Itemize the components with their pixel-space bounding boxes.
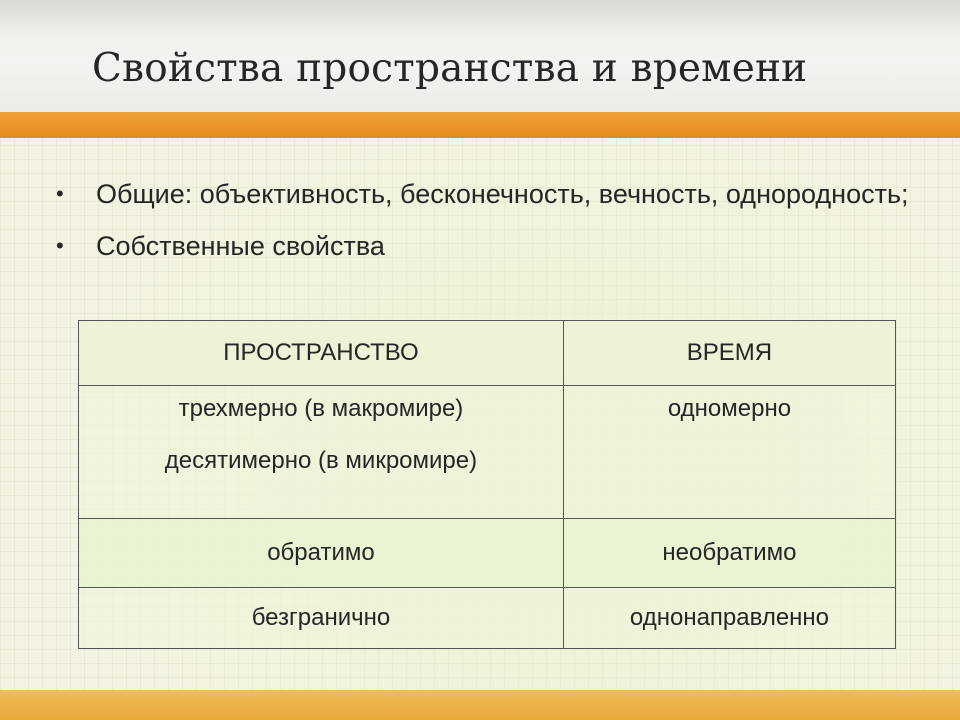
table-cell-space: обратимо bbox=[79, 519, 564, 588]
header-time: ВРЕМЯ bbox=[563, 321, 895, 386]
bullet-marker: • bbox=[56, 181, 64, 206]
header-space: ПРОСТРАНСТВО bbox=[79, 321, 564, 386]
table-cell-time bbox=[563, 386, 895, 519]
slide-title: Свойства пространства и времени bbox=[92, 46, 808, 91]
properties-table bbox=[78, 320, 896, 649]
accent-bar bbox=[0, 112, 960, 138]
bullet-list bbox=[56, 174, 916, 278]
bullet-item-common bbox=[56, 174, 916, 214]
bullet-text-own: Собственные свойства bbox=[96, 231, 385, 261]
table-cell-time: необратимо bbox=[563, 519, 895, 588]
table-row bbox=[79, 519, 896, 588]
cell-text: десятимерно (в микромире) bbox=[164, 447, 478, 474]
title-band bbox=[0, 0, 960, 112]
cell-text: трехмерно (в макромире) bbox=[178, 395, 464, 422]
bullet-text-common: Общие: объективность, бесконечность, вечность, однородность; bbox=[96, 179, 909, 209]
table-cell-space bbox=[79, 386, 564, 519]
table-header-row bbox=[79, 321, 896, 386]
bullet-item-own bbox=[56, 226, 916, 266]
table-row bbox=[79, 588, 896, 649]
table-row bbox=[79, 386, 896, 519]
footer-bar bbox=[0, 690, 960, 720]
bullet-marker: • bbox=[56, 233, 64, 258]
cell-text: одномерно bbox=[667, 395, 792, 422]
table-cell-space: безгранично bbox=[79, 588, 564, 649]
table-cell-time: однонаправленно bbox=[563, 588, 895, 649]
